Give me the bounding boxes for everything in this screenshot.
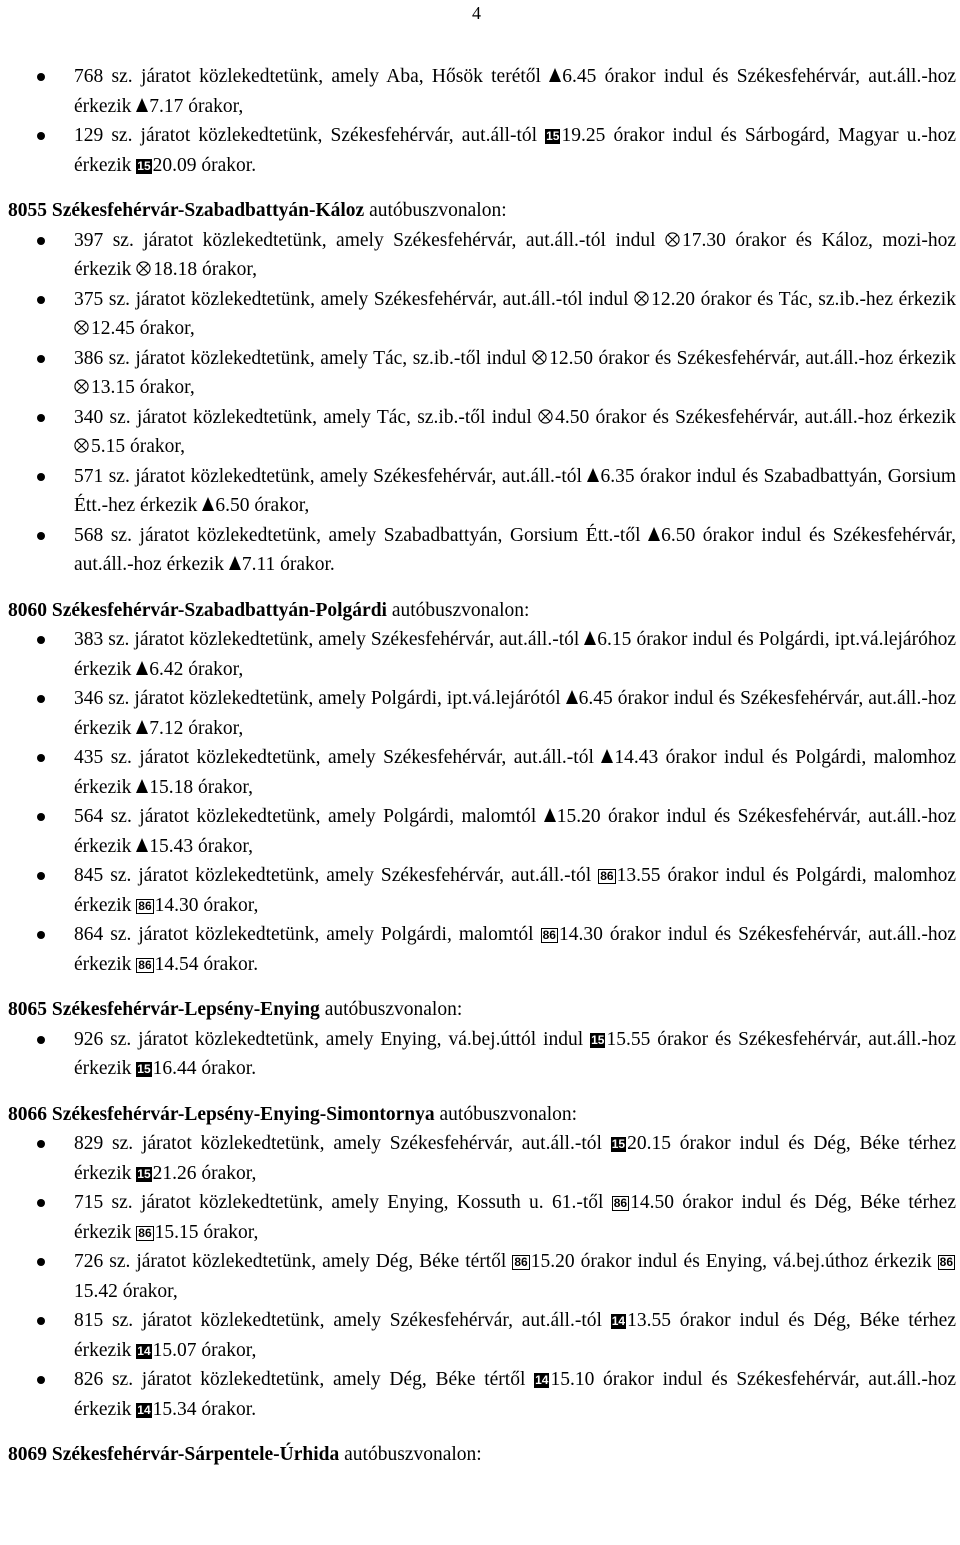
- schedule-text: 386 sz. járatot közlekedtetünk, amely Tác, sz.ib.-től indul: [74, 347, 533, 369]
- circled-x-icon: [74, 320, 89, 335]
- schedule-text: 15.20 órakor indul és Székesfehérvár, aut.áll.-hoz érkezik: [74, 806, 956, 857]
- document-body: [8, 62, 956, 1470]
- circled-x-icon: [74, 438, 89, 453]
- day-code-badge: 86: [138, 898, 152, 913]
- schedule-text: 829 sz. járatot közlekedtetünk, amely Székesfehérvár, aut.áll.-tól: [74, 1133, 611, 1154]
- schedule-text: 768 sz. járatot közlekedtetünk, amely Aba, Hősök terétől: [74, 66, 550, 87]
- schedule-text: 6.35 órakor indul és Szabadbattyán, Gorsium Étt.-hez érkezik: [74, 465, 956, 516]
- schedule-text: 826 sz. járatot közlekedtetünk, amely Dég, Béke tértől: [74, 1369, 535, 1390]
- schedule-text: 815 sz. járatot közlekedtetünk, amely Székesfehérvár, aut.áll.-tól: [74, 1310, 611, 1331]
- day-code-badge: 15: [546, 129, 560, 143]
- day-code-badge: 86: [138, 1225, 152, 1240]
- day-code-badge: 15: [137, 158, 151, 173]
- route-suffix: autóbuszvonalon:: [386, 599, 530, 621]
- schedule-text: 435 sz. járatot közlekedtetünk, amely Székesfehérvár, aut.áll.-tól: [74, 747, 602, 768]
- schedule-item: [8, 121, 956, 180]
- schedule-text: 6.50 órakor,: [215, 495, 310, 516]
- schedule-text: 845 sz. járatot közlekedtetünk, amely Székesfehérvár, aut.áll.-tól: [74, 865, 599, 886]
- schedule-item: [8, 743, 956, 802]
- day-code-badge: 86: [514, 1255, 528, 1269]
- schedule-text: 568 sz. járatot közlekedtetünk, amely Szabadbattyán, Gorsium Étt.-től: [74, 524, 649, 546]
- route-suffix: autóbuszvonalon:: [364, 200, 507, 221]
- page-number: 4: [472, 3, 481, 23]
- route-suffix: autóbuszvonalon:: [434, 1103, 578, 1125]
- route-heading: [8, 995, 956, 1025]
- schedule-text: 21.26 órakor,: [152, 1162, 257, 1184]
- triangle-icon: [136, 661, 148, 675]
- schedule-text: 14.54 órakor.: [154, 953, 259, 975]
- triangle-icon: [648, 527, 660, 541]
- schedule-text: 16.44 órakor.: [152, 1058, 257, 1079]
- circled-x-icon: [136, 261, 151, 276]
- schedule-text: 18.18 órakor,: [153, 259, 258, 280]
- schedule-text: 13.55 órakor indul és Dég, Béke térhez érkezik: [74, 1310, 956, 1361]
- schedule-text: 926 sz. járatot közlekedtetünk, amely Enying, vá.bej.úttól indul: [74, 1028, 591, 1050]
- schedule-text: 571 sz. járatot közlekedtetünk, amely Székesfehérvár, aut.áll.-tól: [74, 465, 588, 487]
- schedule-text: 12.50 órakor és Székesfehérvár, aut.áll.-hoz érkezik: [549, 347, 957, 369]
- schedule-text: 12.20 órakor és Tác, sz.ib.-hez érkezik: [651, 288, 956, 310]
- route-heading: [8, 1100, 956, 1130]
- triangle-icon: [587, 468, 599, 482]
- schedule-item: [8, 920, 956, 979]
- triangle-icon: [136, 838, 148, 852]
- schedule-text: 20.09 órakor.: [152, 154, 257, 176]
- triangle-icon: [229, 556, 241, 570]
- schedule-item: [8, 285, 956, 344]
- schedule-text: 726 sz. járatot közlekedtetünk, amely Dég, Béke tértől: [74, 1251, 513, 1272]
- schedule-text: 20.15 órakor indul és Dég, Béke térhez érkezik: [74, 1133, 956, 1184]
- schedule-text: 17.30 órakor és Káloz, mozi-hoz érkezik: [74, 229, 956, 280]
- triangle-icon: [584, 631, 596, 645]
- route-title: 8066 Székesfehérvár-Lepsény-Enying-Simontornya: [8, 1103, 435, 1125]
- schedule-text: 15.15 órakor,: [154, 1221, 259, 1243]
- schedule-item: [8, 861, 956, 920]
- day-code-badge: 14: [611, 1314, 626, 1328]
- schedule-text: 15.18 órakor,: [149, 776, 254, 798]
- circled-x-icon: [665, 232, 680, 247]
- schedule-item: [8, 62, 956, 121]
- route-title: 8069 Székesfehérvár-Sárpentele-Úrhida: [8, 1444, 340, 1465]
- schedule-text: 6.45 órakor indul és Székesfehérvár, aut.áll.-hoz érkezik: [74, 688, 956, 739]
- triangle-icon: [544, 808, 556, 822]
- day-code-badge: 86: [613, 1196, 628, 1210]
- schedule-text: 13.55 órakor indul és Polgárdi, malomhoz érkezik: [74, 865, 956, 916]
- day-code-badge: 15: [591, 1032, 605, 1047]
- schedule-text: 7.11 órakor.: [241, 554, 335, 575]
- route-title: 8060 Székesfehérvár-Szabadbattyán-Polgárdi: [8, 599, 387, 621]
- schedule-text: 12.45 órakor,: [91, 318, 195, 339]
- schedule-list: [8, 1025, 956, 1084]
- schedule-item: [8, 1247, 956, 1306]
- circled-x-icon: [634, 291, 649, 306]
- route-heading: [8, 596, 956, 626]
- schedule-text: 15.20 órakor indul és Enying, vá.bej.úthoz érkezik: [530, 1251, 938, 1272]
- day-code-badge: 14: [137, 1402, 151, 1417]
- schedule-list: [8, 625, 956, 979]
- triangle-icon: [202, 497, 214, 511]
- schedule-text: 19.25 órakor indul és Sárbogárd, Magyar u.-hoz érkezik: [74, 125, 956, 176]
- schedule-text: 13.15 órakor,: [91, 377, 195, 398]
- triangle-icon: [136, 779, 148, 793]
- schedule-text: 5.15 órakor,: [91, 436, 185, 457]
- schedule-text: 15.55 órakor és Székesfehérvár, aut.áll.-hoz érkezik: [74, 1028, 956, 1079]
- schedule-item: [8, 1025, 956, 1084]
- schedule-item: [8, 1129, 956, 1188]
- triangle-icon: [566, 690, 578, 704]
- schedule-text: 375 sz. járatot közlekedtetünk, amely Székesfehérvár, aut.áll.-tól indul: [74, 288, 635, 310]
- schedule-item: [8, 802, 956, 861]
- schedule-text: 346 sz. járatot közlekedtetünk, amely Polgárdi, ipt.vá.lejárótól: [74, 688, 566, 709]
- route-title: 8065 Székesfehérvár-Lepsény-Enying: [8, 999, 320, 1020]
- day-code-badge: 15: [137, 1166, 151, 1181]
- route-title: 8055 Székesfehérvár-Szabadbattyán-Káloz: [8, 200, 365, 221]
- schedule-text: 6.15 órakor indul és Polgárdi, ipt.vá.lejáróhoz érkezik: [74, 629, 956, 680]
- schedule-text: 15.07 órakor,: [152, 1339, 257, 1361]
- schedule-text: 383 sz. járatot közlekedtetünk, amely Székesfehérvár, aut.áll.-tól: [74, 629, 585, 650]
- day-code-badge: 14: [535, 1373, 549, 1387]
- triangle-icon: [601, 749, 613, 763]
- schedule-text: 7.17 órakor,: [149, 95, 244, 117]
- day-code-badge: 86: [138, 957, 152, 972]
- triangle-icon: [549, 68, 561, 82]
- schedule-item: [8, 1365, 956, 1424]
- schedule-text: 14.30 órakor,: [154, 894, 259, 916]
- schedule-list: [8, 226, 956, 580]
- schedule-item: [8, 226, 956, 285]
- schedule-item: [8, 462, 956, 521]
- circled-x-icon: [74, 379, 89, 394]
- schedule-text: 14.50 órakor indul és Dég, Béke térhez érkezik: [74, 1192, 956, 1243]
- triangle-icon: [136, 98, 148, 112]
- schedule-text: 7.12 órakor,: [149, 717, 244, 739]
- schedule-text: 15.42 órakor,: [74, 1280, 178, 1302]
- schedule-text: 129 sz. járatot közlekedtetünk, Székesfehérvár, aut.áll-tól: [74, 125, 546, 146]
- day-code-badge: 86: [600, 869, 614, 883]
- day-code-badge: 86: [542, 928, 556, 942]
- schedule-text: 564 sz. járatot közlekedtetünk, amely Polgárdi, malomtól: [74, 806, 544, 827]
- day-code-badge: 15: [137, 1062, 151, 1076]
- schedule-text: 14.43 órakor indul és Polgárdi, malomhoz érkezik: [74, 747, 956, 798]
- schedule-text: 4.50 órakor és Székesfehérvár, aut.áll.-hoz érkezik: [555, 406, 957, 428]
- schedule-text: 340 sz. járatot közlekedtetünk, amely Tác, sz.ib.-től indul: [74, 406, 539, 428]
- schedule-text: 15.34 órakor.: [152, 1398, 257, 1420]
- schedule-text: 6.50 órakor indul és Székesfehérvár, aut.áll.-hoz érkezik: [74, 524, 956, 575]
- schedule-text: 864 sz. járatot közlekedtetünk, amely Polgárdi, malomtól: [74, 924, 541, 945]
- schedule-text: 14.30 órakor indul és Székesfehérvár, aut.áll.-hoz érkezik: [74, 924, 956, 975]
- schedule-item: [8, 344, 956, 403]
- intro-list: [8, 62, 956, 180]
- route-sections: [8, 196, 956, 1470]
- day-code-badge: 15: [611, 1137, 626, 1151]
- schedule-text: 6.45 órakor indul és Székesfehérvár, aut.áll.-hoz érkezik: [74, 66, 956, 117]
- route-suffix: autóbuszvonalon:: [339, 1444, 482, 1465]
- route-heading: [8, 1440, 956, 1470]
- schedule-text: 397 sz. járatot közlekedtetünk, amely Székesfehérvár, aut.áll.-tól indul: [74, 229, 666, 251]
- schedule-text: 715 sz. járatot közlekedtetünk, amely Enying, Kossuth u. 61.-től: [74, 1192, 612, 1213]
- schedule-item: [8, 625, 956, 684]
- schedule-item: [8, 403, 956, 462]
- schedule-text: 15.10 órakor indul és Székesfehérvár, aut.áll.-hoz érkezik: [74, 1369, 957, 1420]
- circled-x-icon: [532, 350, 547, 365]
- circled-x-icon: [538, 409, 553, 424]
- triangle-icon: [136, 720, 148, 734]
- route-suffix: autóbuszvonalon:: [319, 999, 463, 1020]
- route-heading: [8, 196, 956, 226]
- schedule-item: [8, 1188, 956, 1247]
- schedule-item: [8, 684, 956, 743]
- day-code-badge: 86: [939, 1255, 953, 1269]
- schedule-item: [8, 1306, 956, 1365]
- day-code-badge: 14: [137, 1343, 151, 1358]
- schedule-item: [8, 521, 956, 580]
- schedule-text: 6.42 órakor,: [149, 658, 244, 680]
- schedule-list: [8, 1129, 956, 1424]
- schedule-text: 15.43 órakor,: [149, 835, 254, 857]
